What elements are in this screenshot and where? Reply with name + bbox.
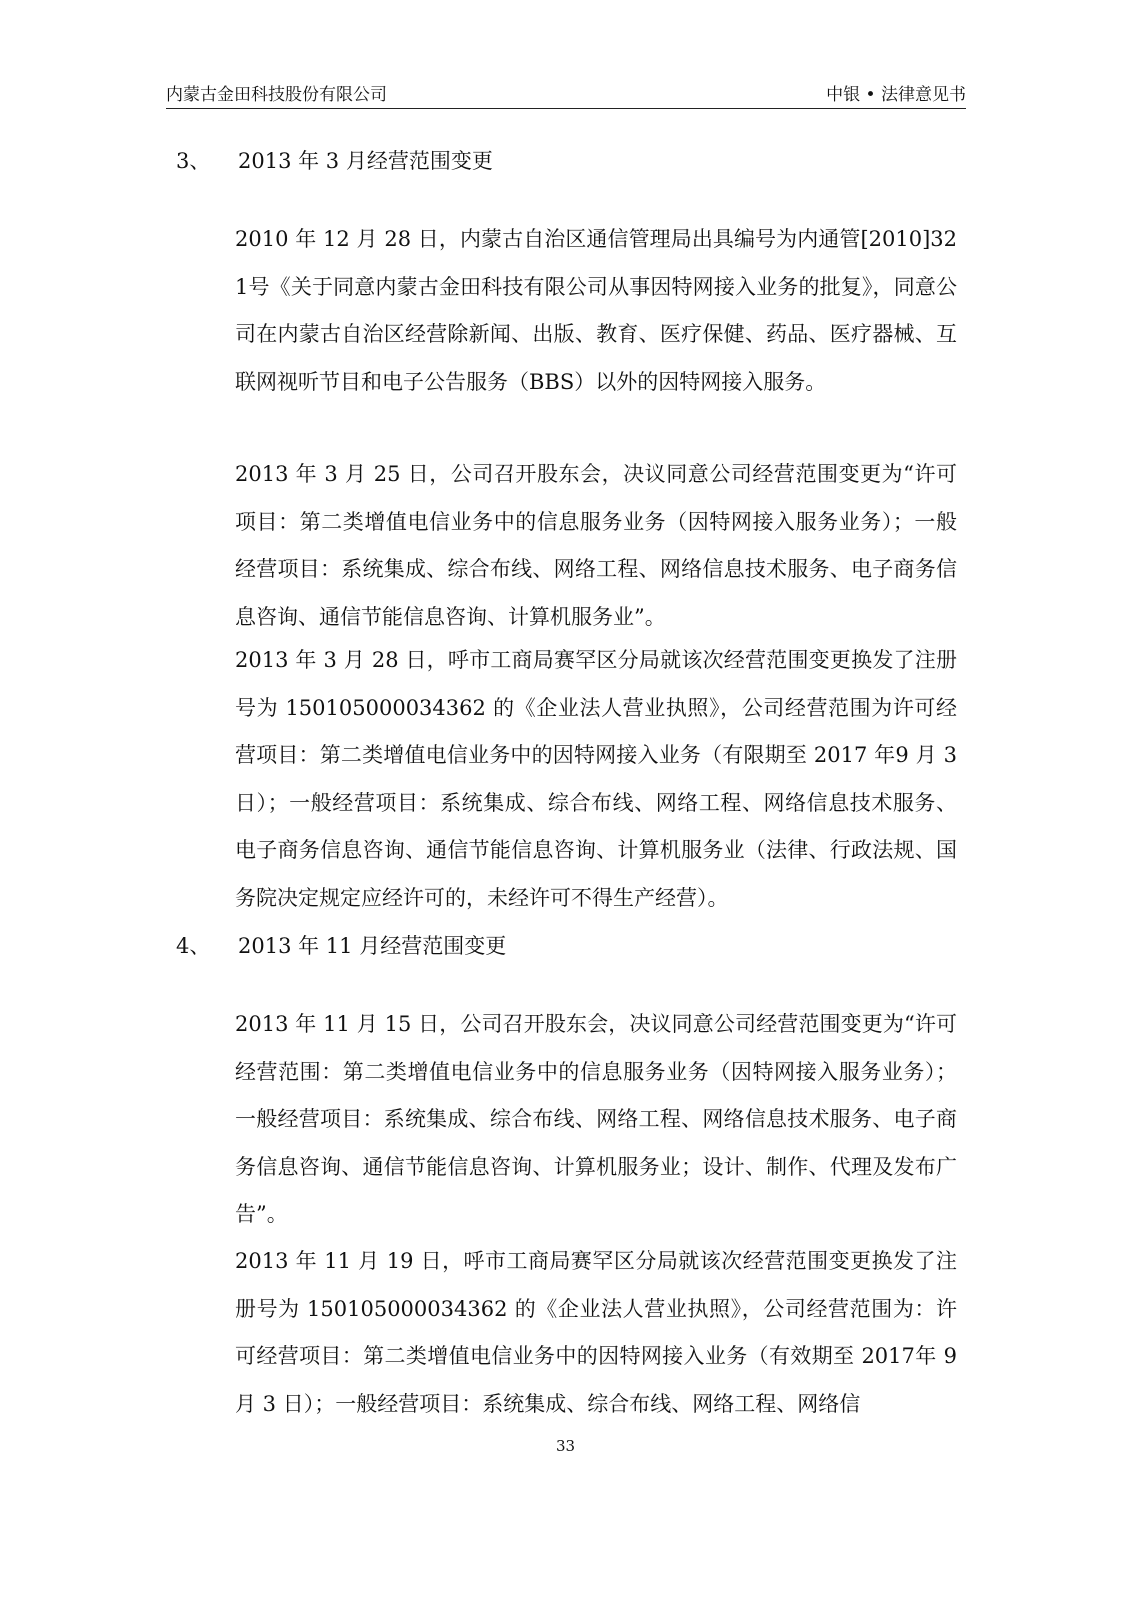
section-title: 2013 年 11 月经营范围变更 <box>238 934 507 958</box>
section-title: 2013 年 3 月经营范围变更 <box>238 149 493 173</box>
paragraph: 2013 年 11 月 15 日，公司召开股东会，决议同意公司经营范围变更为“许可经营范围：第二类增值电信业务中的信息服务业务（因特网接入服务业务）；一般经营项目：系统集成、综合布线、网络工程、网络信息技术服务、电子商务信息咨询、通信节能信息咨询、计算机服务业；设计、制作、代理及发布广告”。 <box>235 1012 957 1226</box>
section-number: 4、 <box>176 934 211 958</box>
paragraph: 2013 年 3 月 28 日，呼市工商局赛罕区分局就该次经营范围变更换发了注册号为 150105000034362 的《企业法人营业执照》，公司经营范围为许可经营项目：第二类增值电信业务中的因特网接入业务（有限期至 2017 年9 月 3 日）；一般经营项目：系统集成、综合布线、网络工程、网络信息技术服务、电子商务信息咨询、通信节能信息咨询、计算机服务业（法律、行政法规、国务院决定规定应经许可的，未经许可不得生产经营）。 <box>235 648 957 910</box>
section-heading <box>176 146 493 176</box>
paragraph: 2013 年 3 月 25 日，公司召开股东会，决议同意公司经营范围变更为“许可项目：第二类增值电信业务中的信息服务业务（因特网接入服务业务）；一般经营项目：系统集成、综合布线、网络工程、网络信息技术服务、电子商务信息咨询、通信节能信息咨询、计算机服务业”。 <box>235 462 957 629</box>
paragraph: 2010 年 12 月 28 日，内蒙古自治区通信管理局出具编号为内通管[2010]321号《关于同意内蒙古金田科技有限公司从事因特网接入业务的批复》，同意公司在内蒙古自治区经营除新闻、出版、教育、医疗保健、药品、医疗器械、互联网视听节目和电子公告服务（BBS）以外的因特网接入服务。 <box>235 227 957 394</box>
section-number: 3、 <box>176 149 211 173</box>
paragraph: 2013 年 11 月 19 日，呼市工商局赛罕区分局就该次经营范围变更换发了注册号为 150105000034362 的《企业法人营业执照》，公司经营范围为：许可经营项目：第二类增值电信业务中的因特网接入业务（有效期至 2017年 9 月 3 日）；一般经营项目：系统集成、综合布线、网络工程、网络信 <box>235 1249 957 1416</box>
page-number: 33 <box>555 1437 576 1455</box>
section-heading <box>176 931 506 961</box>
page-header <box>166 78 966 109</box>
header-company-name: 内蒙古金田科技股份有限公司 <box>166 85 387 105</box>
header-document-title: 中银 • 法律意见书 <box>826 85 966 105</box>
